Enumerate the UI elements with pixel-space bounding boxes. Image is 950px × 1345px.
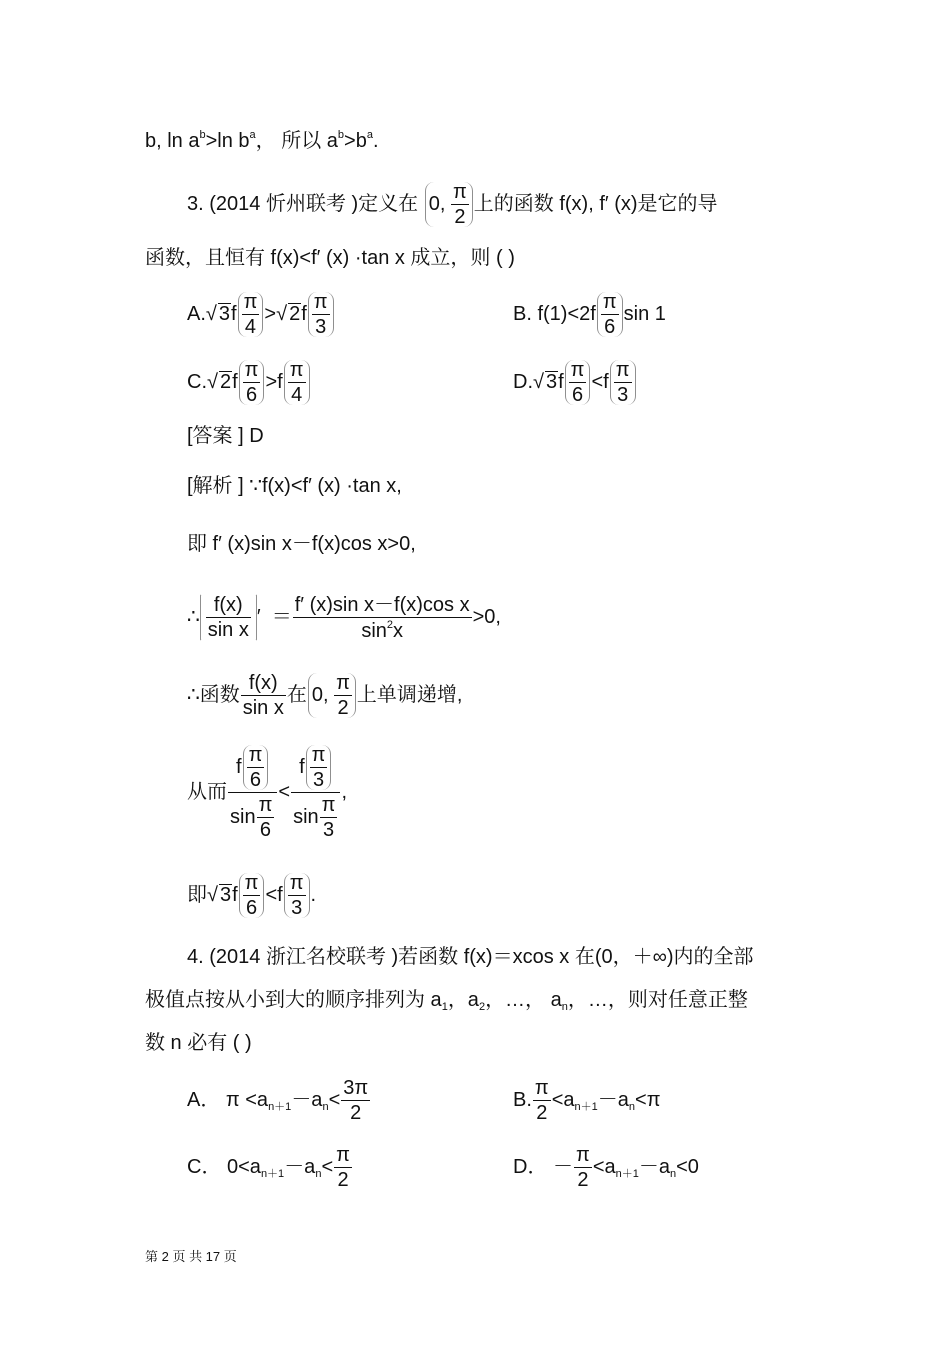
- option-label: D.: [513, 370, 533, 393]
- text: <: [328, 1088, 341, 1111]
- subscript: 1: [441, 1001, 448, 1013]
- text: f: [236, 755, 242, 778]
- fraction: [243, 873, 261, 918]
- numerator: f(x): [206, 595, 251, 618]
- option-3c[interactable]: [187, 360, 311, 405]
- numerator: π: [602, 291, 617, 313]
- fraction: [293, 595, 472, 641]
- text: >0,: [472, 605, 501, 628]
- sqrt-icon: √: [207, 883, 218, 906]
- text: b, ln a: [145, 130, 200, 152]
- numerator: π: [289, 872, 304, 894]
- denominator: 2: [350, 1102, 362, 1124]
- text: <a: [592, 1155, 616, 1178]
- denominator: 2: [337, 1169, 349, 1191]
- analysis-line-4: [187, 673, 462, 718]
- fraction: [312, 292, 330, 337]
- fraction: [288, 360, 306, 405]
- paren: [239, 873, 265, 918]
- denominator: 3: [312, 769, 325, 791]
- text: 数 n 必有 ( ): [145, 1032, 252, 1054]
- text: －a: [291, 1088, 323, 1111]
- numerator: π: [321, 794, 336, 816]
- paren: [597, 292, 623, 337]
- question-4-line-1: [187, 947, 754, 967]
- text: 3. (2014 忻州联考 )定义在: [187, 192, 424, 215]
- text: ′: [256, 605, 261, 628]
- radicand: 2: [289, 302, 301, 325]
- denominator: 6: [246, 384, 258, 406]
- denominator: 2: [337, 697, 349, 719]
- text: －a: [638, 1155, 670, 1178]
- fraction: [574, 1145, 592, 1190]
- numerator: f′ (x)sin x－f(x)cos x: [294, 593, 470, 616]
- fraction: [533, 1078, 551, 1123]
- text: f: [558, 370, 564, 393]
- denominator: 2: [454, 206, 466, 228]
- fraction: [451, 182, 469, 227]
- superscript: b: [337, 129, 345, 141]
- numerator: 3π: [343, 1077, 369, 1099]
- option-4a[interactable]: [187, 1078, 371, 1123]
- text: f: [301, 302, 307, 325]
- continuation-line: [145, 130, 379, 151]
- text: <: [321, 1155, 334, 1178]
- question-3-line-1: [187, 182, 718, 227]
- subscript: n＋1: [268, 1100, 292, 1113]
- text: ∴函数: [187, 683, 240, 706]
- superscript: b: [199, 129, 206, 141]
- text: A． π <a: [187, 1088, 269, 1111]
- page-footer: [145, 1250, 237, 1263]
- denominator: sin x: [242, 697, 284, 719]
- subscript: n＋1: [574, 1100, 598, 1113]
- subscript: n＋1: [615, 1167, 639, 1180]
- sqrt-icon: √: [533, 370, 544, 393]
- fraction: [341, 1078, 370, 1123]
- fraction: [334, 1145, 352, 1190]
- numerator: π: [258, 794, 273, 816]
- question-4-line-3: [145, 1033, 252, 1053]
- denominator: 6: [604, 316, 616, 338]
- page-number: 第 2 页 共 17 页: [145, 1249, 237, 1264]
- text: [解析 ] ∵f(x)<f′ (x) ·tan x,: [187, 475, 402, 497]
- paren: [284, 873, 310, 918]
- radicand: 3: [218, 302, 231, 325]
- fraction: [247, 745, 265, 790]
- text: f: [232, 883, 238, 906]
- text: D． －: [513, 1155, 573, 1178]
- option-label: C.: [187, 370, 207, 393]
- fraction: [241, 673, 286, 718]
- sqrt-icon: √: [276, 302, 288, 325]
- text: f: [232, 370, 238, 393]
- option-label: A.: [187, 302, 206, 325]
- denominator: 6: [259, 819, 272, 841]
- denominator: 6: [249, 769, 262, 791]
- paren: [243, 745, 269, 790]
- numerator: π: [570, 359, 585, 381]
- denominator: [228, 793, 277, 840]
- interval-paren: [308, 673, 356, 718]
- numerator: π: [336, 1144, 350, 1166]
- text: ∴: [187, 605, 200, 628]
- fraction: [291, 745, 340, 840]
- text: <: [278, 780, 291, 803]
- text: －a: [284, 1155, 316, 1178]
- denominator: [293, 618, 472, 641]
- superscript: a: [249, 129, 256, 141]
- option-label: B. f(1)<2f: [513, 302, 596, 325]
- text: 0,: [311, 683, 329, 706]
- analysis-line-6: [187, 873, 316, 918]
- bracket: [200, 594, 257, 641]
- fraction: [334, 673, 352, 718]
- numerator: π: [244, 872, 259, 894]
- option-4d[interactable]: [513, 1145, 699, 1190]
- denominator: 3: [315, 316, 327, 338]
- text: >ln b: [205, 130, 250, 152]
- sqrt-icon: √: [205, 302, 217, 325]
- fraction: [601, 292, 619, 337]
- text: .: [310, 883, 317, 906]
- fraction: [243, 360, 261, 405]
- denominator: 4: [291, 384, 303, 406]
- paren: [308, 292, 334, 337]
- text: sin 1: [623, 302, 666, 325]
- text: 即: [187, 883, 207, 906]
- text: <a: [551, 1088, 575, 1111]
- denominator: 6: [572, 384, 584, 406]
- option-4b[interactable]: [513, 1078, 661, 1123]
- option-3d[interactable]: [513, 360, 637, 405]
- interval-paren: [425, 182, 473, 227]
- text: 极值点按从小到大的顺序排列为 a: [145, 989, 442, 1011]
- radicand: 3: [219, 883, 232, 906]
- numerator: π: [248, 744, 263, 766]
- denominator: 6: [246, 897, 258, 919]
- sqrt-icon: √: [207, 370, 218, 393]
- fraction: [206, 595, 251, 640]
- paren: [565, 360, 591, 405]
- option-4c[interactable]: [187, 1145, 353, 1190]
- text: x: [393, 619, 404, 642]
- paren: [239, 360, 265, 405]
- text: f: [299, 755, 305, 778]
- question-3-line-2: [145, 248, 515, 268]
- numerator: π: [313, 291, 328, 313]
- radicand: 3: [545, 370, 558, 393]
- paren: [238, 292, 264, 337]
- text: sin: [230, 805, 256, 828]
- fraction: [320, 795, 338, 840]
- text: ，…，则对任意正整: [567, 989, 748, 1011]
- text: B.: [513, 1088, 532, 1111]
- text: sin: [361, 619, 387, 642]
- option-3b[interactable]: [513, 292, 666, 337]
- analysis-line-2: [187, 534, 416, 554]
- analysis-line-1: [187, 476, 402, 496]
- fraction: [257, 795, 275, 840]
- text: －a: [597, 1088, 629, 1111]
- answer-line: [187, 426, 264, 446]
- subscript: n: [670, 1167, 677, 1180]
- paren: [284, 360, 310, 405]
- text: <f: [265, 883, 283, 906]
- text: <f: [591, 370, 609, 393]
- denominator: 2: [536, 1102, 548, 1124]
- text: C． 0<a: [187, 1155, 261, 1178]
- text: >: [264, 302, 277, 325]
- subscript: n＋1: [260, 1167, 285, 1180]
- analysis-line-3: [187, 594, 501, 641]
- paren: [610, 360, 636, 405]
- numerator: π: [615, 359, 630, 381]
- analysis-line-5: [187, 745, 347, 840]
- text: ，a: [447, 989, 479, 1011]
- fraction: [242, 292, 260, 337]
- option-3a[interactable]: [187, 292, 335, 337]
- paren: [306, 745, 332, 790]
- text: ＝: [271, 605, 292, 628]
- text: <π: [635, 1088, 661, 1111]
- text: ，…， a: [485, 989, 562, 1011]
- denominator: 3: [291, 897, 303, 919]
- text: >f: [265, 370, 283, 393]
- text: 0,: [428, 192, 446, 215]
- text: f: [231, 302, 237, 325]
- fraction: [569, 360, 587, 405]
- text: 函数，且恒有 f(x)<f′ (x) ·tan x 成立，则 ( ): [145, 247, 515, 269]
- numerator: π: [311, 744, 326, 766]
- numerator: π: [244, 359, 259, 381]
- text: 从而: [187, 780, 227, 803]
- numerator: [291, 745, 340, 793]
- denominator: [291, 793, 340, 840]
- denominator: 2: [577, 1169, 589, 1191]
- fraction: [310, 745, 328, 790]
- denominator: 3: [617, 384, 629, 406]
- numerator: π: [336, 672, 350, 694]
- text: <0: [676, 1155, 699, 1178]
- numerator: π: [243, 291, 258, 313]
- text: ,: [341, 780, 348, 803]
- text: .: [372, 130, 379, 152]
- text: 4. (2014 浙江名校联考 )若函数 f(x)＝xcos x 在(0，＋∞)内的全部: [187, 946, 754, 968]
- subscript: n: [322, 1100, 329, 1113]
- numerator: [228, 745, 277, 793]
- denominator: 3: [323, 819, 335, 841]
- fraction: [288, 873, 306, 918]
- superscript: 2: [386, 618, 394, 631]
- text: 即 f′ (x)sin x－f(x)cos x>0,: [187, 533, 416, 555]
- denominator: 4: [244, 316, 257, 338]
- numerator: π: [452, 181, 467, 203]
- radicand: 2: [219, 370, 232, 393]
- numerator: π: [289, 359, 304, 381]
- subscript: n: [315, 1167, 322, 1180]
- subscript: n: [561, 1001, 568, 1013]
- text: ， 所以 a: [255, 130, 338, 152]
- numerator: π: [534, 1077, 549, 1099]
- question-4-line-2: [145, 990, 748, 1013]
- fraction: [614, 360, 632, 405]
- text: 上的函数 f(x), f′ (x)是它的导: [473, 192, 718, 215]
- subscript: 2: [478, 1001, 486, 1013]
- numerator: π: [576, 1144, 590, 1166]
- text: >b: [344, 130, 367, 152]
- superscript: a: [366, 129, 373, 141]
- text: sin: [293, 805, 319, 828]
- text: 上单调递增,: [356, 683, 463, 706]
- text: 在: [286, 683, 307, 706]
- fraction: [228, 745, 277, 840]
- denominator: sin x: [207, 619, 249, 641]
- text: [答案 ] D: [187, 425, 264, 447]
- numerator: f(x): [241, 673, 286, 696]
- subscript: n: [628, 1100, 636, 1113]
